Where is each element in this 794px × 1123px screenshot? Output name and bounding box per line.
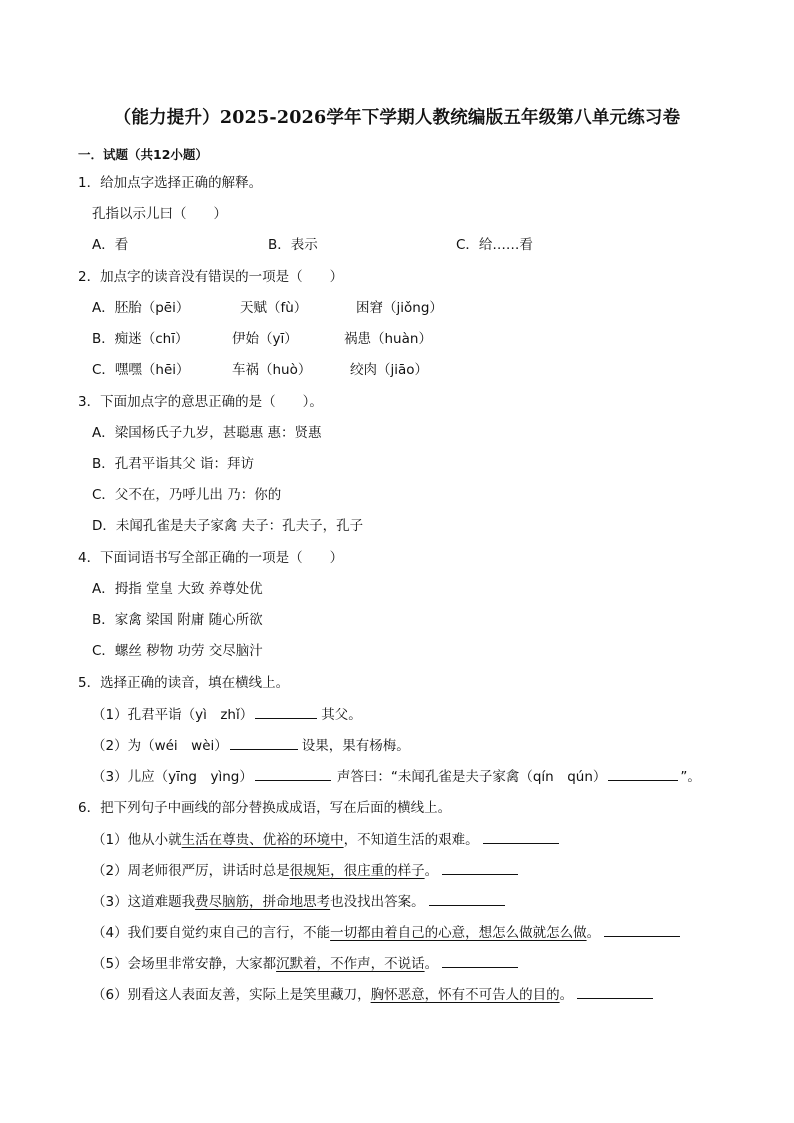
q6-item-4-underlined: 一切都由着自己的心意，想怎么做就怎么做 [330,925,587,941]
answer-blank[interactable] [483,830,559,844]
answer-blank[interactable] [577,985,653,999]
q2-option-b-2: 伊始（yī） [232,331,298,347]
q6-item-6-post: 。 [559,987,574,1003]
q2-option-c-2: 车祸（huò） [232,362,312,378]
answer-blank[interactable] [255,705,317,719]
q6-item-1-underlined: 生活在尊贵、优裕的环境中 [181,832,344,848]
q6-stem: 6．把下列句子中画线的部分替换成成语，写在后面的横线上。 [78,800,452,816]
q5-item-1-tail: 其父。 [321,707,362,723]
q1-prompt: 孔指以示儿曰（ ） [92,206,227,222]
q3-option-d: D．未闻孔雀是夫子家禽 夫子：孔夫子，孔子 [92,518,364,534]
q6-item-3 [92,892,505,911]
q2-option-c-1: C．嘿嘿（hēi） [92,362,190,378]
q5-item-1-text: （1）孔君平诣（yì zhǐ） [92,707,254,723]
q5-item-3-tail: ”。 [680,769,701,785]
q3-stem: 3．下面加点字的意思正确的是（ ）。 [78,394,323,410]
q4-option-a: A．拇指 堂皇 大致 养尊处优 [92,581,263,597]
q6-item-1-post: ，不知道生活的艰难。 [343,832,479,848]
q6-item-2 [92,861,518,880]
q2-stem: 2．加点字的读音没有错误的一项是（ ） [78,269,344,285]
q6-item-4-post: 。 [586,925,601,941]
q2-option-b-1: B．痴迷（chī） [92,331,189,347]
q6-item-3-post: 也没找出答案。 [330,894,425,910]
q6-item-5 [92,954,518,973]
q2-option-a-1: A．胚胎（pēi） [92,300,190,316]
q1-option-b: B．表示 [268,237,318,253]
q6-item-5-post: 。 [424,956,439,972]
answer-blank[interactable] [230,736,298,750]
q5-item-2-tail: 设果，果有杨梅。 [301,738,410,754]
q5-stem: 5．选择正确的读音，填在横线上。 [78,675,290,691]
q6-item-6 [92,985,653,1004]
q1-option-c: C．给……看 [456,237,533,253]
q2-option-a-2: 天赋（fù） [240,300,308,316]
q6-item-5-underlined: 沉默着，不作声，不说话 [276,956,425,972]
q1-option-a: A．看 [92,237,129,253]
q6-item-6-pre: （6）别看这人表面友善，实际上是笑里藏刀， [92,987,371,1003]
q6-item-6-underlined: 胸怀恶意，怀有不可告人的目的 [370,987,560,1003]
q5-item-3-mid: 声答曰：“未闻孔雀是夫子家禽（qín qún） [336,769,607,785]
q5-item-3 [92,767,701,786]
q6-item-4-pre: （4）我们要自觉约束自己的言行，不能 [92,925,331,941]
q6-item-2-underlined: 很规矩，很庄重的样子 [289,863,425,879]
q5-item-2-text: （2）为（wéi wèi） [92,738,228,754]
q2-option-a-3: 困窘（jiǒng） [356,300,443,316]
answer-blank[interactable] [604,923,680,937]
q6-item-3-underlined: 费尽脑筋，拼命地思考 [195,894,331,910]
q1-stem: 1．给加点字选择正确的解释。 [78,175,263,191]
page-title: （能力提升）2025-2026学年下学期人教统编版五年级第八单元练习卷 [113,108,681,128]
q2-option-c-3: 绞肉（jiāo） [350,362,429,378]
q5-item-3-text: （3）儿应（yīng yìng） [92,769,253,785]
answer-blank[interactable] [608,767,678,781]
section-heading: 一．试题（共12小题） [78,147,208,162]
q5-item-2 [92,736,410,755]
q6-item-2-post: 。 [424,863,439,879]
q5-item-1 [92,705,362,724]
q6-item-4 [92,923,680,942]
q3-option-a: A．梁国杨氏子九岁，甚聪惠 惠：贤惠 [92,425,322,441]
q4-option-c: C．螺丝 秽物 功劳 交尽脑汁 [92,643,263,659]
q6-item-5-pre: （5）会场里非常安静，大家都 [92,956,277,972]
q3-option-b: B．孔君平诣其父 诣：拜访 [92,456,255,472]
q6-item-3-pre: （3）这道难题我 [92,894,196,910]
q6-item-1 [92,830,559,849]
q3-option-c: C．父不在，乃呼儿出 乃：你的 [92,487,282,503]
q4-option-b: B．家禽 梁国 附庸 随心所欲 [92,612,263,628]
q2-option-b-3: 祸患（huàn） [344,331,432,347]
answer-blank[interactable] [442,861,518,875]
q6-item-2-pre: （2）周老师很严厉，讲话时总是 [92,863,290,879]
q4-stem: 4．下面词语书写全部正确的一项是（ ） [78,550,344,566]
answer-blank[interactable] [255,767,331,781]
q6-item-1-pre: （1）他从小就 [92,832,182,848]
answer-blank[interactable] [442,954,518,968]
answer-blank[interactable] [429,892,505,906]
